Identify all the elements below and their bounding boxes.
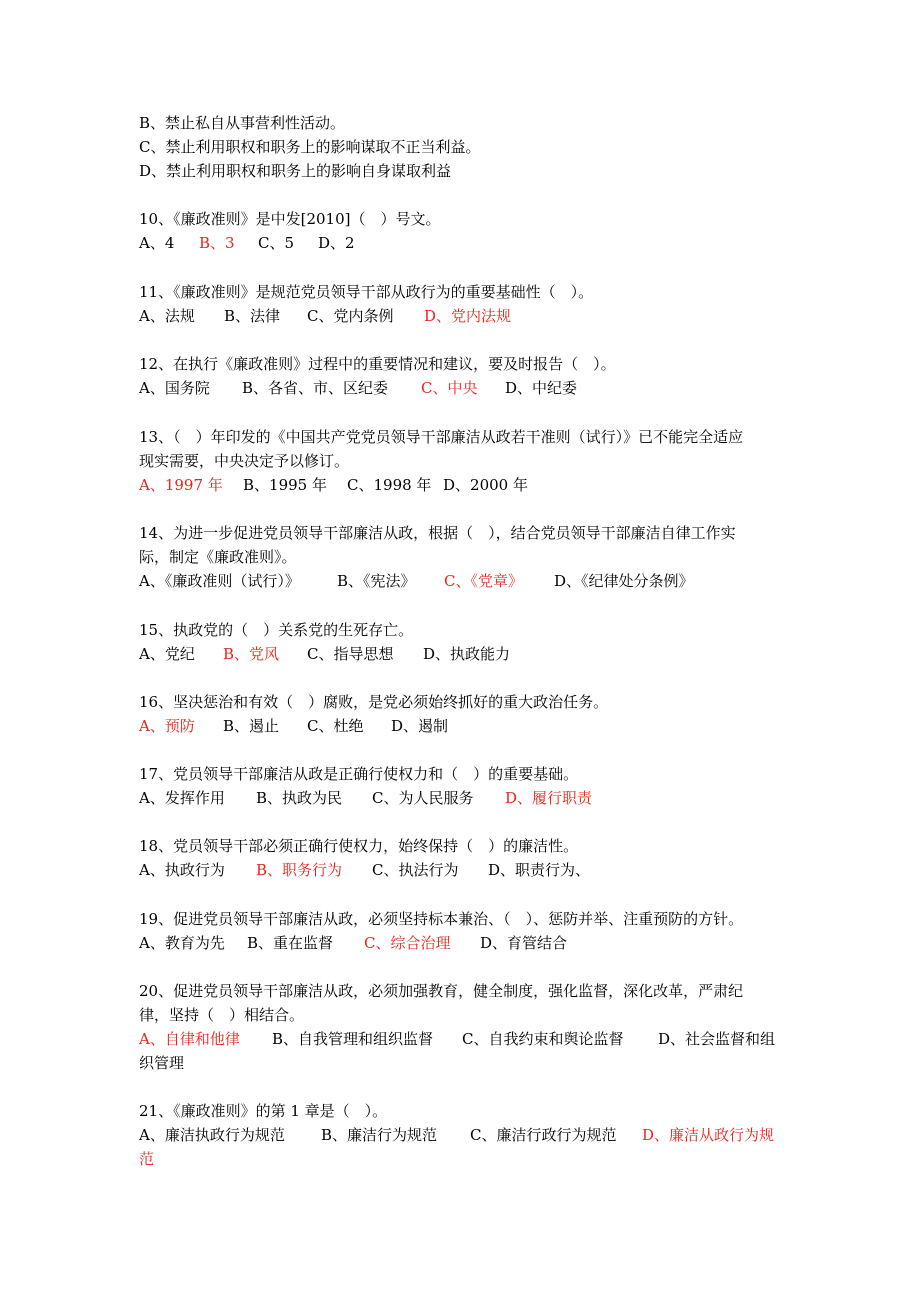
option: B、廉洁行为规范 [321, 1126, 438, 1144]
question-10: 10、《廉政准则》是中发[2010]（ ）号文。 [139, 210, 441, 228]
answer-option: D、履行职责 [505, 789, 593, 807]
question-15: 15、执政党的（ ）关系党的生死存亡。 [139, 621, 414, 639]
option: B、重在监督 [247, 934, 334, 952]
options-19 [139, 931, 567, 955]
question-13-cont: 现实需要，中央决定予以修订。 [139, 452, 350, 470]
options-20 [139, 1027, 775, 1051]
option-line-d: D、禁止利用职权和职务上的影响自身谋取利益 [139, 162, 452, 180]
question-21: 21、《廉政准则》的第 1 章是（ ）。 [139, 1102, 388, 1120]
question-12: 12、在执行《廉政准则》过程中的重要情况和建议，要及时报告（ ）。 [139, 355, 616, 373]
option: A、国务院 [139, 379, 210, 397]
option: B、法律 [224, 307, 281, 325]
options-20-cont: 织管理 [139, 1054, 185, 1072]
option: C、廉洁行政行为规范 [470, 1126, 617, 1144]
option: D、执政能力 [423, 645, 511, 663]
options-17 [139, 786, 592, 810]
question-13: 13、（ ）年印发的《中国共产党党员领导干部廉洁从政若干准则（试行）》已不能完全适应 [139, 428, 744, 446]
option: B、遏止 [223, 717, 280, 735]
answer-option: B、3 [199, 234, 235, 252]
option-line-c: C、禁止利用职权和职务上的影响谋取不正当利益。 [139, 138, 481, 156]
question-20: 20、促进党员领导干部廉洁从政，必须加强教育，健全制度，强化监督，深化改革，严肃纪 [139, 982, 744, 1000]
option: C、5 [258, 234, 295, 252]
question-14: 14、为进一步促进党员领导干部廉洁从政，根据（ ），结合党员领导干部廉洁自律工作实 [139, 524, 736, 542]
answer-option: A、预防 [139, 717, 195, 735]
option: C、自我约束和舆论监督 [462, 1030, 624, 1048]
option: C、指导思想 [307, 645, 394, 663]
answer-option: A、自律和他律 [139, 1030, 240, 1048]
option: C、杜绝 [307, 717, 364, 735]
answer-option: C、《党章》 [444, 572, 523, 590]
option: D、《纪律处分条例》 [554, 572, 694, 590]
answer-option: A、1997 年 [139, 476, 223, 494]
option: B、《宪法》 [337, 572, 416, 590]
question-20-cont: 律，坚持（ ）相结合。 [139, 1006, 305, 1024]
option: A、党纪 [139, 645, 195, 663]
option: B、自我管理和组织监督 [272, 1030, 434, 1048]
option: D、中纪委 [505, 379, 578, 397]
option: A、发挥作用 [139, 789, 225, 807]
option: D、2 [318, 234, 355, 252]
options-16 [139, 714, 448, 738]
option: D、职责行为、 [488, 861, 591, 879]
question-18: 18、党员领导干部必须正确行使权力，始终保持（ ）的廉洁性。 [139, 837, 579, 855]
option: C、为人民服务 [372, 789, 474, 807]
options-15 [139, 642, 510, 666]
answer-option: D、廉洁从政行为规 [642, 1126, 775, 1144]
options-11 [139, 304, 511, 328]
options-21 [139, 1123, 774, 1147]
option: D、2000 年 [443, 476, 528, 494]
answer-option: D、党内法规 [424, 307, 512, 325]
option: A、法规 [139, 307, 195, 325]
option: B、1995 年 [243, 476, 327, 494]
option: A、廉洁执政行为规范 [139, 1126, 285, 1144]
question-16: 16、坚决惩治和有效（ ）腐败，是党必须始终抓好的重大政治任务。 [139, 693, 609, 711]
options-12 [139, 376, 577, 400]
option: C、执法行为 [372, 861, 459, 879]
answer-option: C、中央 [421, 379, 478, 397]
option: C、党内条例 [307, 307, 394, 325]
option: D、育管结合 [480, 934, 568, 952]
option: B、执政为民 [256, 789, 343, 807]
answer-option: B、党风 [223, 645, 280, 663]
question-19: 19、促进党员领导干部廉洁从政，必须坚持标本兼治、（ ）、惩防并举、注重预防的方针。 [139, 910, 744, 928]
option: A、执政行为 [139, 861, 225, 879]
answer-option: B、职务行为 [256, 861, 343, 879]
option: A、教育为先 [139, 934, 225, 952]
answer-option-cont: 范 [139, 1150, 155, 1168]
question-17: 17、党员领导干部廉洁从政是正确行使权力和（ ）的重要基础。 [139, 765, 579, 783]
option: A、《廉政准则（试行）》 [139, 572, 300, 590]
option: D、社会监督和组 [658, 1030, 776, 1048]
question-11: 11、《廉政准则》是规范党员领导干部从政行为的重要基础性（ ）。 [139, 283, 594, 301]
question-14-cont: 际，制定《廉政准则》。 [139, 548, 297, 566]
options-18 [139, 858, 590, 882]
option: D、遏制 [391, 717, 449, 735]
options-13 [139, 473, 528, 497]
option: B、各省、市、区纪委 [242, 379, 389, 397]
option-line-b: B、禁止私自从事营利性活动。 [139, 114, 346, 132]
option: A、4 [139, 234, 175, 252]
answer-option: C、综合治理 [364, 934, 451, 952]
options-14 [139, 569, 694, 593]
option: C、1998 年 [347, 476, 432, 494]
options-10 [139, 231, 355, 255]
